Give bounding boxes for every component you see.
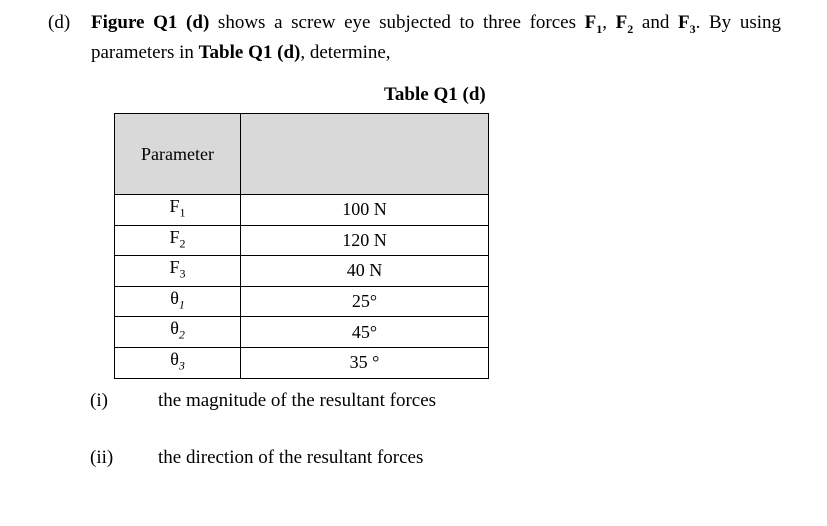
question-label: (d) [48,12,71,33]
sub-question-text: the magnitude of the resultant forces [158,390,437,411]
param-cell: $\theta_1$ [115,286,241,317]
force-f2: $F_2$ [615,12,634,36]
question-intro [91,11,781,65]
value-cell: 100 N [241,195,489,226]
param-cell: $F_2$ [115,225,241,256]
table-caption: Table Q1 (d) [384,84,486,105]
separator-2: and [633,12,678,33]
figure-reference: Figure Q1 (d) [91,12,210,33]
header-value [241,114,489,195]
param-cell: $F_3$ [115,256,241,287]
parameter-table [114,113,489,379]
sub-question-text: the direction of the resultant forces [158,447,424,468]
table-row [115,347,489,378]
value-cell: 40 N [241,256,489,287]
intro-line-1 [91,11,781,41]
table-row [115,256,489,287]
value-cell: 35 ° [241,347,489,378]
table-reference: Table Q1 (d) [198,41,301,63]
sub-question-number: (i) [90,390,108,411]
table-header-row [115,114,489,195]
header-parameter: Parameter [115,114,241,195]
force-f3: $F_3$ [678,12,696,36]
table-row [115,225,489,256]
intro-text-2: . By using [695,12,781,33]
intro-text-1: shows a screw eye subjected to three forces [209,12,585,33]
table-row [115,286,489,317]
param-cell: $\theta_3$ [115,347,241,378]
table-row [115,195,489,226]
value-cell: 45° [241,317,489,348]
intro-line-2: parameters in Table Q1 (d), determine, [91,41,391,63]
value-cell: 120 N [241,225,489,256]
force-f1: $F_1$ [584,12,603,36]
separator-1: , [602,12,616,33]
param-cell: $F_1$ [115,195,241,226]
value-cell: 25° [241,286,489,317]
sub-question-number: (ii) [90,447,114,468]
table-row [115,317,489,348]
param-cell: $\theta_2$ [115,317,241,348]
